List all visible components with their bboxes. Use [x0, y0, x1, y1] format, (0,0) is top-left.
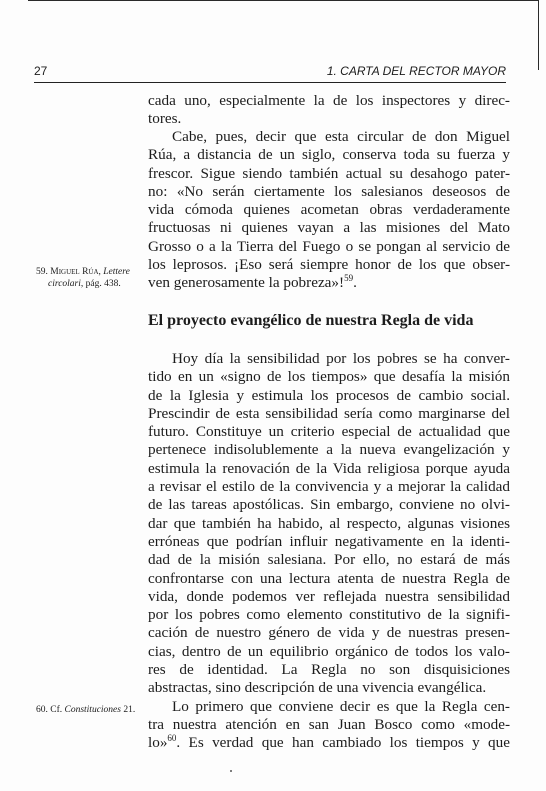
text-fragment: .	[353, 274, 357, 292]
text-line: Cabe, pues, decir que esta circular de don Miguel	[172, 128, 510, 145]
text-line: cias, dentro de un equilibrio orgánico de todos los valo-	[148, 642, 510, 660]
text-line: de las tareas apostólicas. Sin embargo, conviene no olvi-	[148, 496, 510, 514]
text-line: Grosso o a la Tierra del Fuego o se pongan al servicio de	[148, 237, 510, 255]
section-heading: El proyecto evangélico de nuestra Regla de vida	[148, 312, 474, 329]
note-number: 59.	[36, 267, 48, 277]
note-title: circolari	[48, 279, 81, 289]
text-fragment: . Es verdad que han cambiado los tiempos y que	[176, 734, 510, 752]
text-line: abstractas, sino descripción de una vivencia evangélica.	[148, 679, 487, 697]
text-line: tido en un «signo de los tiempos» que desafía la misión	[148, 368, 510, 386]
text-line	[148, 274, 510, 292]
running-title: 1. CARTA DEL RECTOR MAYOR	[326, 64, 506, 78]
page-number: 27	[34, 64, 48, 78]
text-line: frescor. Sigue siendo también actual su desahogo pater-	[148, 164, 510, 182]
note-cf: Cf.	[50, 705, 63, 715]
text-line: confrontarse con una lectura atenta de nuestra Regla de	[148, 569, 510, 587]
text-line: Lo primero que conviene decir es que la Regla cen-	[172, 697, 510, 715]
page-speck	[230, 770, 232, 772]
text-line: los leprosos. ¡Eso será siempre honor de los que obser-	[148, 256, 510, 274]
note-title: Constituciones	[64, 705, 121, 715]
footnote-ref-59[interactable]: 59	[344, 273, 354, 284]
text-line: no: «No serán ciertamente los salesianos deseosos de	[148, 182, 510, 200]
text-line: dad de la misión salesiana. Por ello, no estará de más	[148, 551, 510, 569]
text-line: por los pobres como elemento constitutivo de la signifi-	[148, 606, 510, 624]
footnote-ref-60[interactable]: 60	[167, 733, 177, 744]
text-line: dar que también ha habido, al respecto, algunas visiones	[148, 514, 510, 532]
text-line: estimula la renovación de la Vida religiosa porque ayuda	[148, 459, 510, 477]
text-line: tra nuestra atención en san Juan Bosco como «mode-	[148, 715, 510, 733]
text-fragment: ven generosamente la pobreza»!	[148, 274, 345, 292]
text-line: fructuosas ni quienes vayan a las misiones del Mato	[148, 219, 510, 237]
top-border-line	[28, 0, 538, 1]
text-fragment: lo»	[148, 734, 168, 752]
text-line: a revisar el estilo de la convivencia y a mejorar la calidad	[148, 478, 510, 496]
text-line: Prescindir de esta sensibilidad sería como marginarse del	[148, 404, 510, 422]
text-line: tores.	[148, 110, 182, 128]
text-line: cación de nuestro género de vida y de nuestras presen-	[148, 624, 510, 642]
note-number: 60.	[36, 705, 48, 715]
note-page: 21.	[120, 705, 136, 715]
text-line: futuro. Constituye un criterio especial de actualidad que	[148, 423, 510, 441]
text-line: de la Iglesia y estimula los procesos de cambio social.	[148, 386, 510, 404]
text-line: vida, donde podemos ver reflejada nuestra sensibilidad	[148, 587, 510, 605]
paragraph-sensibilidad	[148, 350, 510, 753]
text-line: res de identidad. La Regla no son disquisiciones	[148, 661, 510, 679]
note-author: Miguel Rúa	[50, 267, 99, 277]
text-line: Rúa, a distancia de un siglo, conserva toda su fuerza y	[148, 146, 510, 164]
note-title: Lettere	[103, 267, 130, 277]
margin-note-60	[36, 704, 141, 716]
text-line: erróneas que podrían influir negativamente en la identi-	[148, 532, 510, 550]
right-border-line	[538, 0, 539, 70]
text-line: vida cómoda quienes acometan obras verdaderamente	[148, 201, 510, 219]
text-line: pertenece indisolublemente a la nueva evangelización y	[148, 441, 510, 459]
note-page: , pág. 438.	[80, 279, 121, 289]
paragraph-rua-circular	[148, 128, 510, 293]
page-header	[34, 64, 506, 83]
margin-note-59: 59. Miguel Rúa, Lettere circolari, pág. 438.	[36, 267, 130, 289]
text-line: Hoy día la sensibilidad por los pobres se ha conver-	[172, 350, 510, 367]
paragraph-continuation	[148, 92, 510, 129]
text-line	[148, 734, 510, 752]
text-line: cada uno, especialmente la de los inspectores y direc-	[148, 92, 510, 109]
